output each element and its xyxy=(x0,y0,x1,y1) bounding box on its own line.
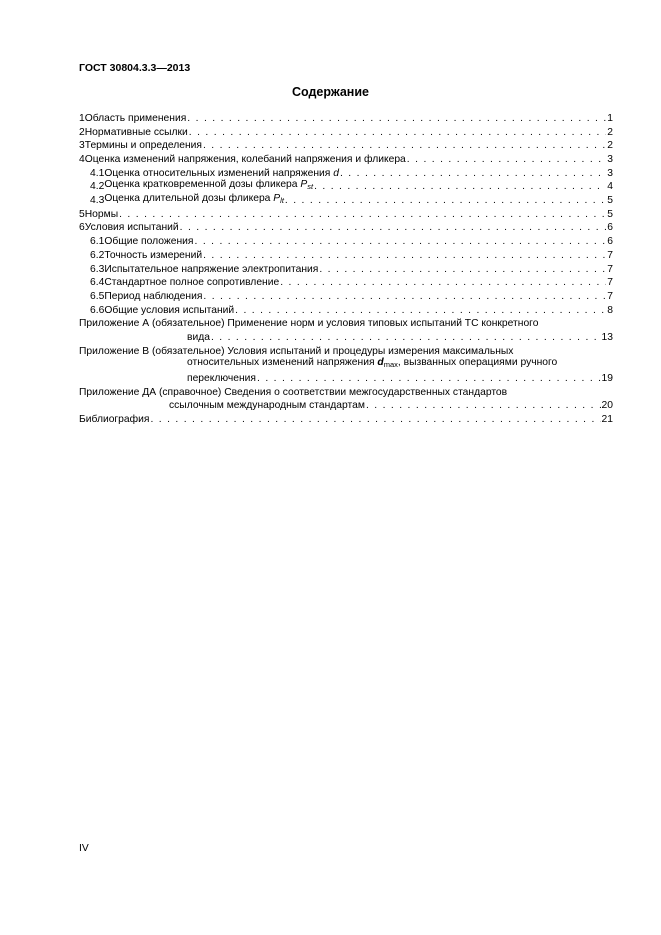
toc-item-number: 4 xyxy=(79,154,85,166)
toc-annex-da[interactable] xyxy=(79,386,613,413)
toc-item-number: 4.3 xyxy=(90,195,105,207)
toc-annex-label-cont: вида xyxy=(187,331,210,343)
toc-item[interactable] xyxy=(79,139,613,153)
toc-item-label: Период наблюдения xyxy=(104,290,203,302)
leader-dots xyxy=(203,290,606,304)
toc-item-page: 2 xyxy=(607,126,613,138)
toc-item[interactable] xyxy=(79,208,613,222)
leader-dots xyxy=(257,372,601,386)
toc-item-label: Оценка изменений напряжения, колебаний напряжения и фликера xyxy=(84,154,406,166)
toc-item-page: 7 xyxy=(607,249,613,261)
toc-item[interactable] xyxy=(79,235,613,249)
toc-item-number: 6 xyxy=(79,222,85,234)
page-number: IV xyxy=(79,843,89,854)
toc-item-page: 6 xyxy=(607,222,613,234)
toc-item-page: 3 xyxy=(607,167,613,179)
leader-dots xyxy=(407,153,606,167)
toc-item-number: 4.1 xyxy=(90,167,105,179)
toc-item-number: 4.2 xyxy=(90,181,105,193)
toc-item-number: 6.3 xyxy=(90,263,105,275)
toc-item-page: 7 xyxy=(607,263,613,275)
toc-item-number: 6.2 xyxy=(90,249,105,261)
toc-item[interactable] xyxy=(79,126,613,140)
toc-item-page: 2 xyxy=(607,140,613,152)
toc-item-label: Оценка кратковременной дозы фликера $P_{st}$ xyxy=(104,179,314,192)
toc-annex-b[interactable] xyxy=(79,345,613,386)
toc-item-label: Стандартное полное сопротивление xyxy=(104,277,280,289)
toc-item-number: 6.5 xyxy=(90,290,105,302)
leader-dots xyxy=(203,249,606,263)
document-header: ГОСТ 30804.3.3—2013 xyxy=(79,62,191,74)
toc-item-page: 3 xyxy=(607,154,613,166)
toc-item-number: 3 xyxy=(79,140,85,152)
leader-dots xyxy=(189,126,606,140)
toc-annex-label: Приложение А (обязательное) Применение норм и условия типовых испытаний ТС конкретного xyxy=(79,318,539,330)
toc-item-page: 5 xyxy=(607,195,613,207)
toc-annex-label: Приложение В (обязательное) Условия испытаний и процедуры измерения максимальных xyxy=(79,345,514,357)
toc-annex-label: Приложение ДА (справочное) Сведения о соответствии межгосударственных стандартов xyxy=(79,386,508,398)
leader-dots xyxy=(203,139,606,153)
toc-item[interactable] xyxy=(79,276,613,290)
toc-item-page: 5 xyxy=(607,208,613,220)
toc-item-page: 1 xyxy=(607,112,613,124)
toc-item-label: Общие условия испытаний xyxy=(104,304,235,316)
toc-item-page: 8 xyxy=(607,304,613,316)
toc-item-label: Термины и определения xyxy=(84,140,202,152)
toc-item-page: 7 xyxy=(607,290,613,302)
toc-item[interactable] xyxy=(79,263,613,277)
leader-dots xyxy=(319,263,606,277)
toc-item-number: 6.1 xyxy=(90,236,105,248)
toc-item-page: 21 xyxy=(601,414,613,426)
toc-item-label: Оценка относительных изменений напряжения d xyxy=(104,167,339,179)
toc-item[interactable] xyxy=(79,290,613,304)
toc-item-number: 2 xyxy=(79,126,85,138)
toc-item-number: 6.4 xyxy=(90,277,105,289)
toc-item-label: Общие положения xyxy=(104,236,194,248)
toc-item-page: 19 xyxy=(601,373,613,385)
leader-dots xyxy=(285,194,606,208)
toc-item-page: 6 xyxy=(607,236,613,248)
toc-item-number: 5 xyxy=(79,208,85,220)
toc-item-page: 13 xyxy=(601,331,613,343)
leader-dots xyxy=(150,413,600,427)
toc-annex-label-cont: ссылочным международным стандартам xyxy=(169,400,365,412)
leader-dots xyxy=(180,221,607,235)
leader-dots xyxy=(195,235,607,249)
toc-item[interactable] xyxy=(79,153,613,167)
toc-item-label: Условия испытаний xyxy=(84,222,179,234)
toc-item-label: Область применения xyxy=(84,112,187,124)
table-of-contents xyxy=(79,112,613,427)
toc-item-label: Испытательное напряжение электропитания xyxy=(104,263,319,275)
leader-dots xyxy=(119,208,606,222)
toc-item[interactable] xyxy=(79,304,613,318)
toc-item[interactable] xyxy=(79,249,613,263)
page-title: Содержание xyxy=(291,85,369,99)
toc-item-label: Библиография xyxy=(79,414,150,426)
leader-dots xyxy=(366,399,601,413)
toc-annex-label-cont: относительных изменений напряжения $d_{max}$, вызванных операциями ручного xyxy=(187,357,558,370)
toc-item[interactable] xyxy=(79,222,613,236)
toc-annex-a[interactable] xyxy=(79,317,613,344)
toc-item[interactable] xyxy=(79,194,613,208)
toc-item-page: 7 xyxy=(607,277,613,289)
toc-item-number: 6.6 xyxy=(90,304,105,316)
toc-item-label: Нормативные ссылки xyxy=(84,126,188,138)
leader-dots xyxy=(187,112,606,126)
toc-item-bibliography[interactable] xyxy=(79,413,613,427)
leader-dots xyxy=(314,180,606,194)
toc-item-label: Нормы xyxy=(84,208,119,220)
toc-item[interactable] xyxy=(79,112,613,126)
toc-item-number: 1 xyxy=(79,112,85,124)
toc-item-label: Оценка длительной дозы фликера $P_{lt}$ xyxy=(104,193,284,206)
leader-dots xyxy=(280,276,606,290)
toc-annex-label-cont: переключения xyxy=(187,373,256,385)
toc-item-label: Точность измерений xyxy=(104,249,203,261)
leader-dots xyxy=(235,304,606,318)
leader-dots xyxy=(340,167,606,181)
toc-item-page: 4 xyxy=(607,181,613,193)
toc-item-page: 20 xyxy=(601,400,613,412)
leader-dots xyxy=(211,331,601,345)
